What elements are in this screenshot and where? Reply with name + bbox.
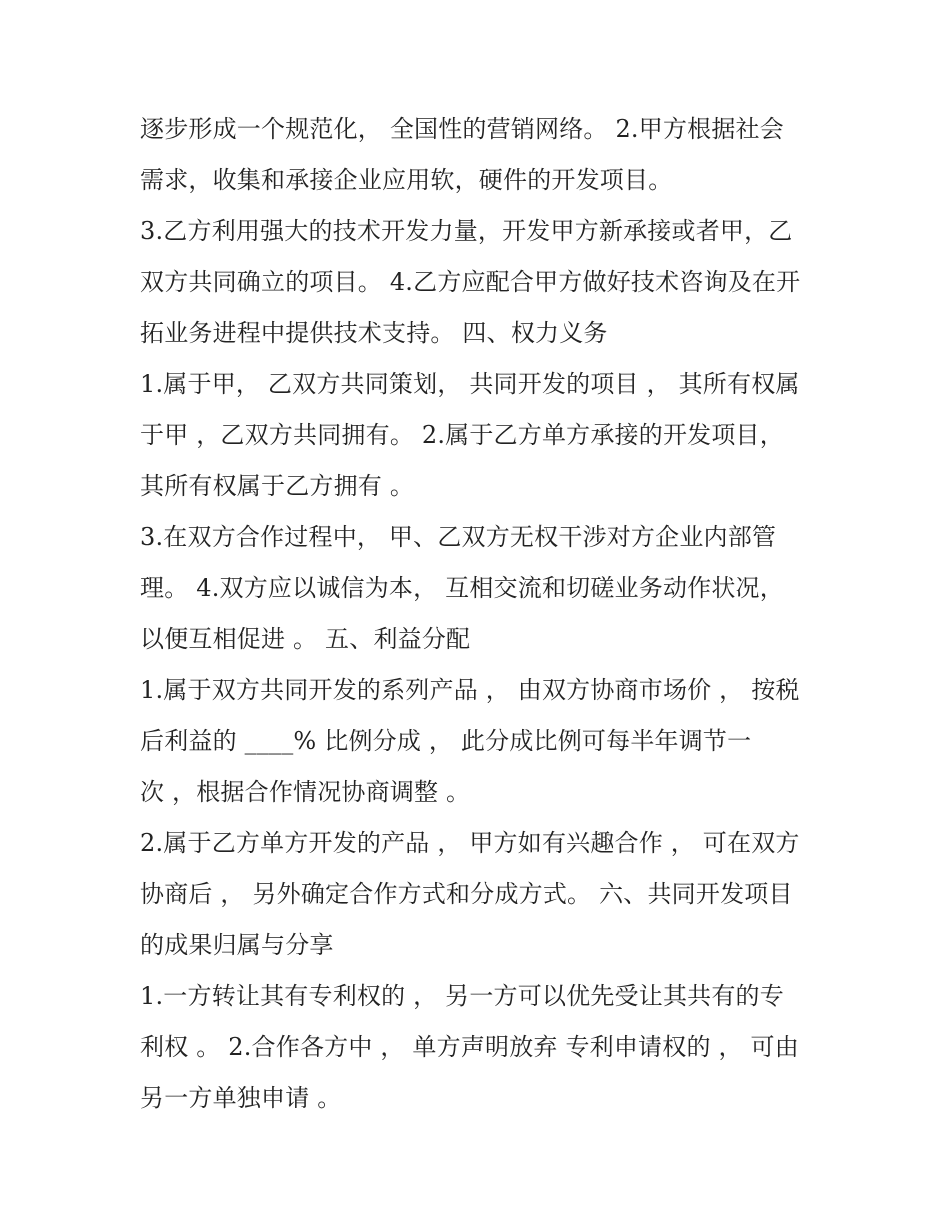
text-line: 利权 。 2.合作各方中 ， 单方声明放弃 专利申请权的 ， 可由 bbox=[140, 1033, 799, 1061]
text-line: 1.属于双方共同开发的系列产品 ， 由双方协商市场价 ， 按税 bbox=[140, 676, 800, 704]
text-line: 双方共同确立的项目。 4.乙方应配合甲方做好技术咨询及在开 bbox=[140, 268, 801, 296]
text-line: 1.属于甲， 乙双方共同策划， 共同开发的项目 ， 其所有权属 bbox=[140, 370, 800, 398]
text-line: 3.在双方合作过程中， 甲、乙双方无权干涉对方企业内部管 bbox=[140, 523, 777, 551]
contract-body-text bbox=[140, 104, 830, 1124]
text-line: 2.属于乙方单方开发的产品 ， 甲方如有兴趣合作 ， 可在双方 bbox=[140, 829, 800, 857]
text-line: 理。 4.双方应以诚信为本， 互相交流和切磋业务动作状况， bbox=[140, 574, 784, 602]
text-line: 次 ，根据合作情况协商调整 。 bbox=[140, 778, 471, 806]
text-line: 1.一方转让其有专利权的 ， 另一方可以优先受让其共有的专 bbox=[140, 982, 784, 1010]
text-line: 需求，收集和承接企业应用软，硬件的开发项目。 bbox=[140, 166, 673, 194]
text-line: 3.乙方利用强大的技术开发力量，开发甲方新承接或者甲，乙 bbox=[140, 217, 793, 245]
text-line: 逐步形成一个规范化， 全国性的营销网络。 2.甲方根据社会 bbox=[140, 115, 784, 143]
text-line: 以便互相促进 。 五、利益分配 bbox=[140, 625, 471, 653]
text-line: 协商后 ， 另外确定合作方式和分成方式。 六、共同开发项目 bbox=[140, 880, 793, 908]
text-line: 后利益的 ____% 比例分成 ， 此分成比例可每半年调节一 bbox=[140, 727, 752, 755]
text-line: 于甲 ，乙双方共同拥有。 2.属于乙方单方承接的开发项目， bbox=[140, 421, 784, 449]
text-line: 的成果归属与分享 bbox=[140, 931, 334, 959]
text-line: 拓业务进程中提供技术支持。 四、权力义务 bbox=[140, 319, 608, 347]
text-line: 另一方单独申请 。 bbox=[140, 1084, 342, 1112]
text-line: 其所有权属于乙方拥有 。 bbox=[140, 472, 415, 500]
